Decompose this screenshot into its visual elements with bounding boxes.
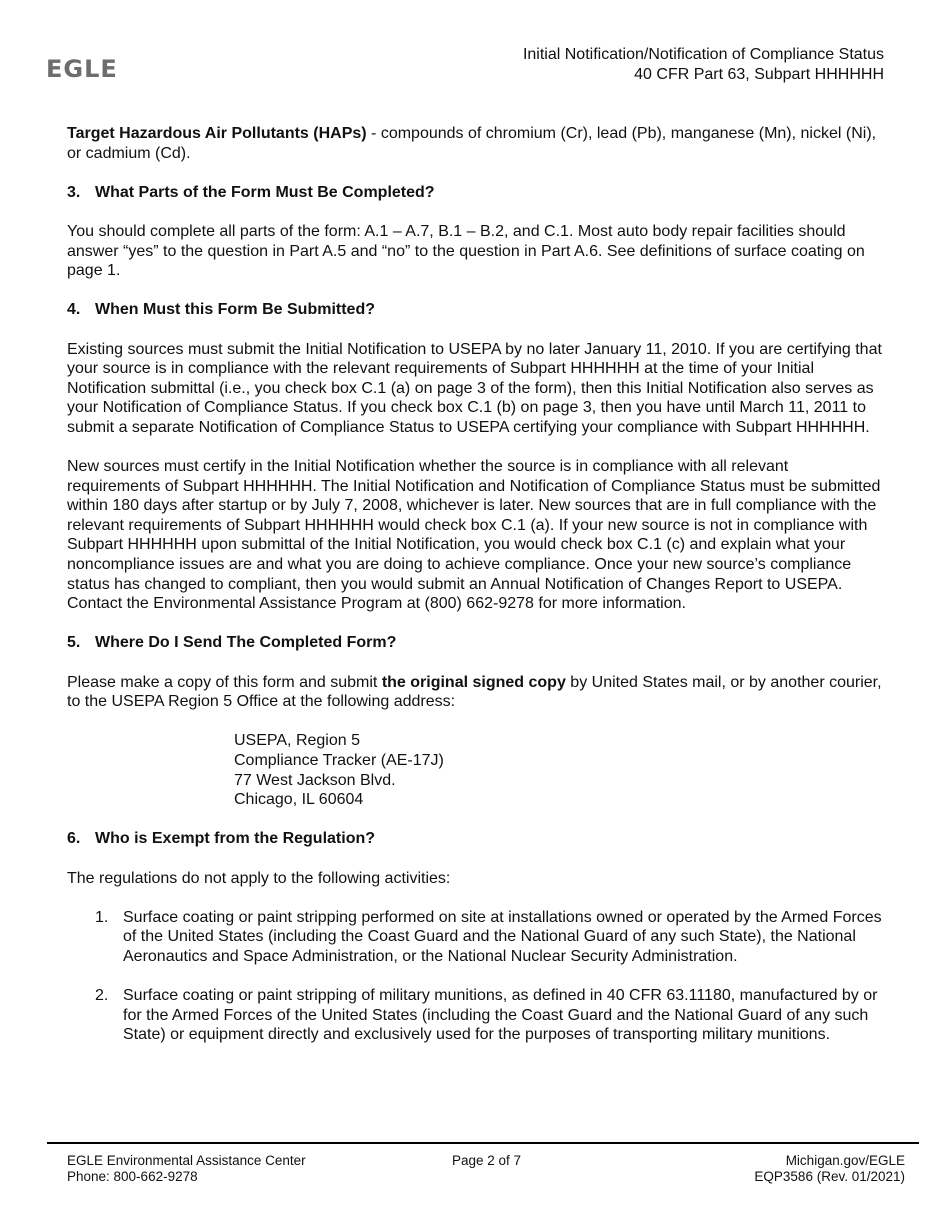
section-6-number: 6. <box>67 830 81 848</box>
section-5-body-end: by United States mail, or by another courier, to the USEPA Region 5 Office at the following address: <box>67 673 882 711</box>
footer-phone: Phone: 800-662-9278 <box>67 1169 198 1184</box>
address-line: Chicago, IL 60604 <box>234 791 364 809</box>
intro-definition: - compounds of chromium (Cr), lead (Pb), manganese (Mn), nickel (Ni), or cadmium (Cd). <box>67 125 877 162</box>
exemption-item <box>67 986 882 1045</box>
header-title: Initial Notification/Notification of Compliance Status <box>522 46 884 63</box>
mailing-address <box>234 731 882 809</box>
footer-reference <box>754 1153 905 1185</box>
section-3-number: 3. <box>67 183 81 201</box>
footer-divider <box>47 1142 919 1144</box>
section-3-title: What Parts of the Form Must Be Completed? <box>95 183 435 201</box>
exemption-number: 2. <box>95 987 109 1005</box>
section-5-heading <box>67 633 882 653</box>
egle-logo: EGLE <box>46 55 118 83</box>
footer-contact <box>67 1153 306 1185</box>
footer-website: Michigan.gov/EGLE <box>785 1153 905 1168</box>
exemption-text: Surface coating or paint stripping of military munitions, as defined in 40 CFR 63.11180, manufactured by or for the Armed Forces of the United States (including the Coast Guard and the National Guard of any such State) or equipment directly and exclusively used for the purposes of transporting military munitions. <box>123 987 878 1044</box>
section-5-body-bold: the original signed copy <box>381 673 566 691</box>
section-4-heading <box>67 300 882 320</box>
section-4-paragraph-1: Existing sources must submit the Initial Notification to USEPA by no later January 11, 2010. If you are certifying that your source is in compliance with the relevant requirements of Subpart HHHHHH at the time of your Initial Notification submittal (i.e., you check box C.1 (a) on page 3 of the form), then this Initial Notification also serves as your Notification of Compliance Status. If you check box C.1 (b) on page 3, then you have until March 11, 2011 to submit a separate Notification of Compliance Status to USEPA certifying your compliance with Subpart HHHHHH. <box>67 340 882 436</box>
page-number: Page 2 of 7 <box>452 1153 522 1168</box>
section-6-intro: The regulations do not apply to the following activities: <box>67 869 451 887</box>
section-4-paragraph-2: New sources must certify in the Initial Notification whether the source is in compliance with all relevant requirements of Subpart HHHHHH. The Initial Notification and Notification of Compliance Status must be submitted within 180 days after startup or by July 7, 2008, whichever is later. New sources that are in full compliance with the relevant requirements of Subpart HHHHHH would check box C.1 (a). If your new source is not in compliance with Subpart HHHHHH upon submittal of the Initial Notification, you would check box C.1 (c) and explain what your noncompliance issues are and what you are doing to achieve compliance. Once your new source’s compliance status has changed to compliant, then you would submit an Annual Notification of Changes Report to USEPA. Contact the Environmental Assistance Program at (800) 662-9278 for more information. <box>67 458 881 613</box>
section-6-title: Who is Exempt from the Regulation? <box>95 830 376 848</box>
page-content <box>67 124 882 1065</box>
section-5-body <box>67 673 882 712</box>
address-line: USEPA, Region 5 <box>234 732 360 750</box>
section-4-number: 4. <box>67 301 81 319</box>
page-header <box>523 45 884 84</box>
header-subtitle: 40 CFR Part 63, Subpart HHHHHH <box>634 65 884 83</box>
exemption-number: 1. <box>95 908 109 926</box>
intro-paragraph <box>67 124 882 163</box>
intro-term: Target Hazardous Air Pollutants (HAPs) <box>67 125 367 142</box>
section-6-heading <box>67 829 882 849</box>
section-5-number: 5. <box>67 634 81 652</box>
footer-center-name: EGLE Environmental Assistance Center <box>67 1153 306 1168</box>
section-5-body-start: Please make a copy of this form and submit <box>67 673 382 691</box>
address-line: 77 West Jackson Blvd. <box>234 771 396 789</box>
footer-form-number: EQP3586 (Rev. 01/2021) <box>754 1169 905 1184</box>
section-5-title: Where Do I Send The Completed Form? <box>95 634 397 652</box>
exemption-text: Surface coating or paint stripping performed on site at installations owned or operated by the Armed Forces of the United States (including the Coast Guard and the National Guard of any such State), the National Aeronautics and Space Administration, or the National Nuclear Security Administration. <box>123 908 882 965</box>
section-4-title: When Must this Form Be Submitted? <box>95 301 375 319</box>
section-3-heading <box>67 183 882 203</box>
section-3-body: You should complete all parts of the form: A.1 – A.7, B.1 – B.2, and C.1. Most auto body repair facilities should answer “yes” to the question in Part A.5 and “no” to the question in Part A.6. See definitions of surface coating on page 1. <box>67 222 865 280</box>
address-line: Compliance Tracker (AE-17J) <box>234 752 444 769</box>
exemption-item <box>67 908 882 967</box>
exemption-list <box>67 908 882 1045</box>
